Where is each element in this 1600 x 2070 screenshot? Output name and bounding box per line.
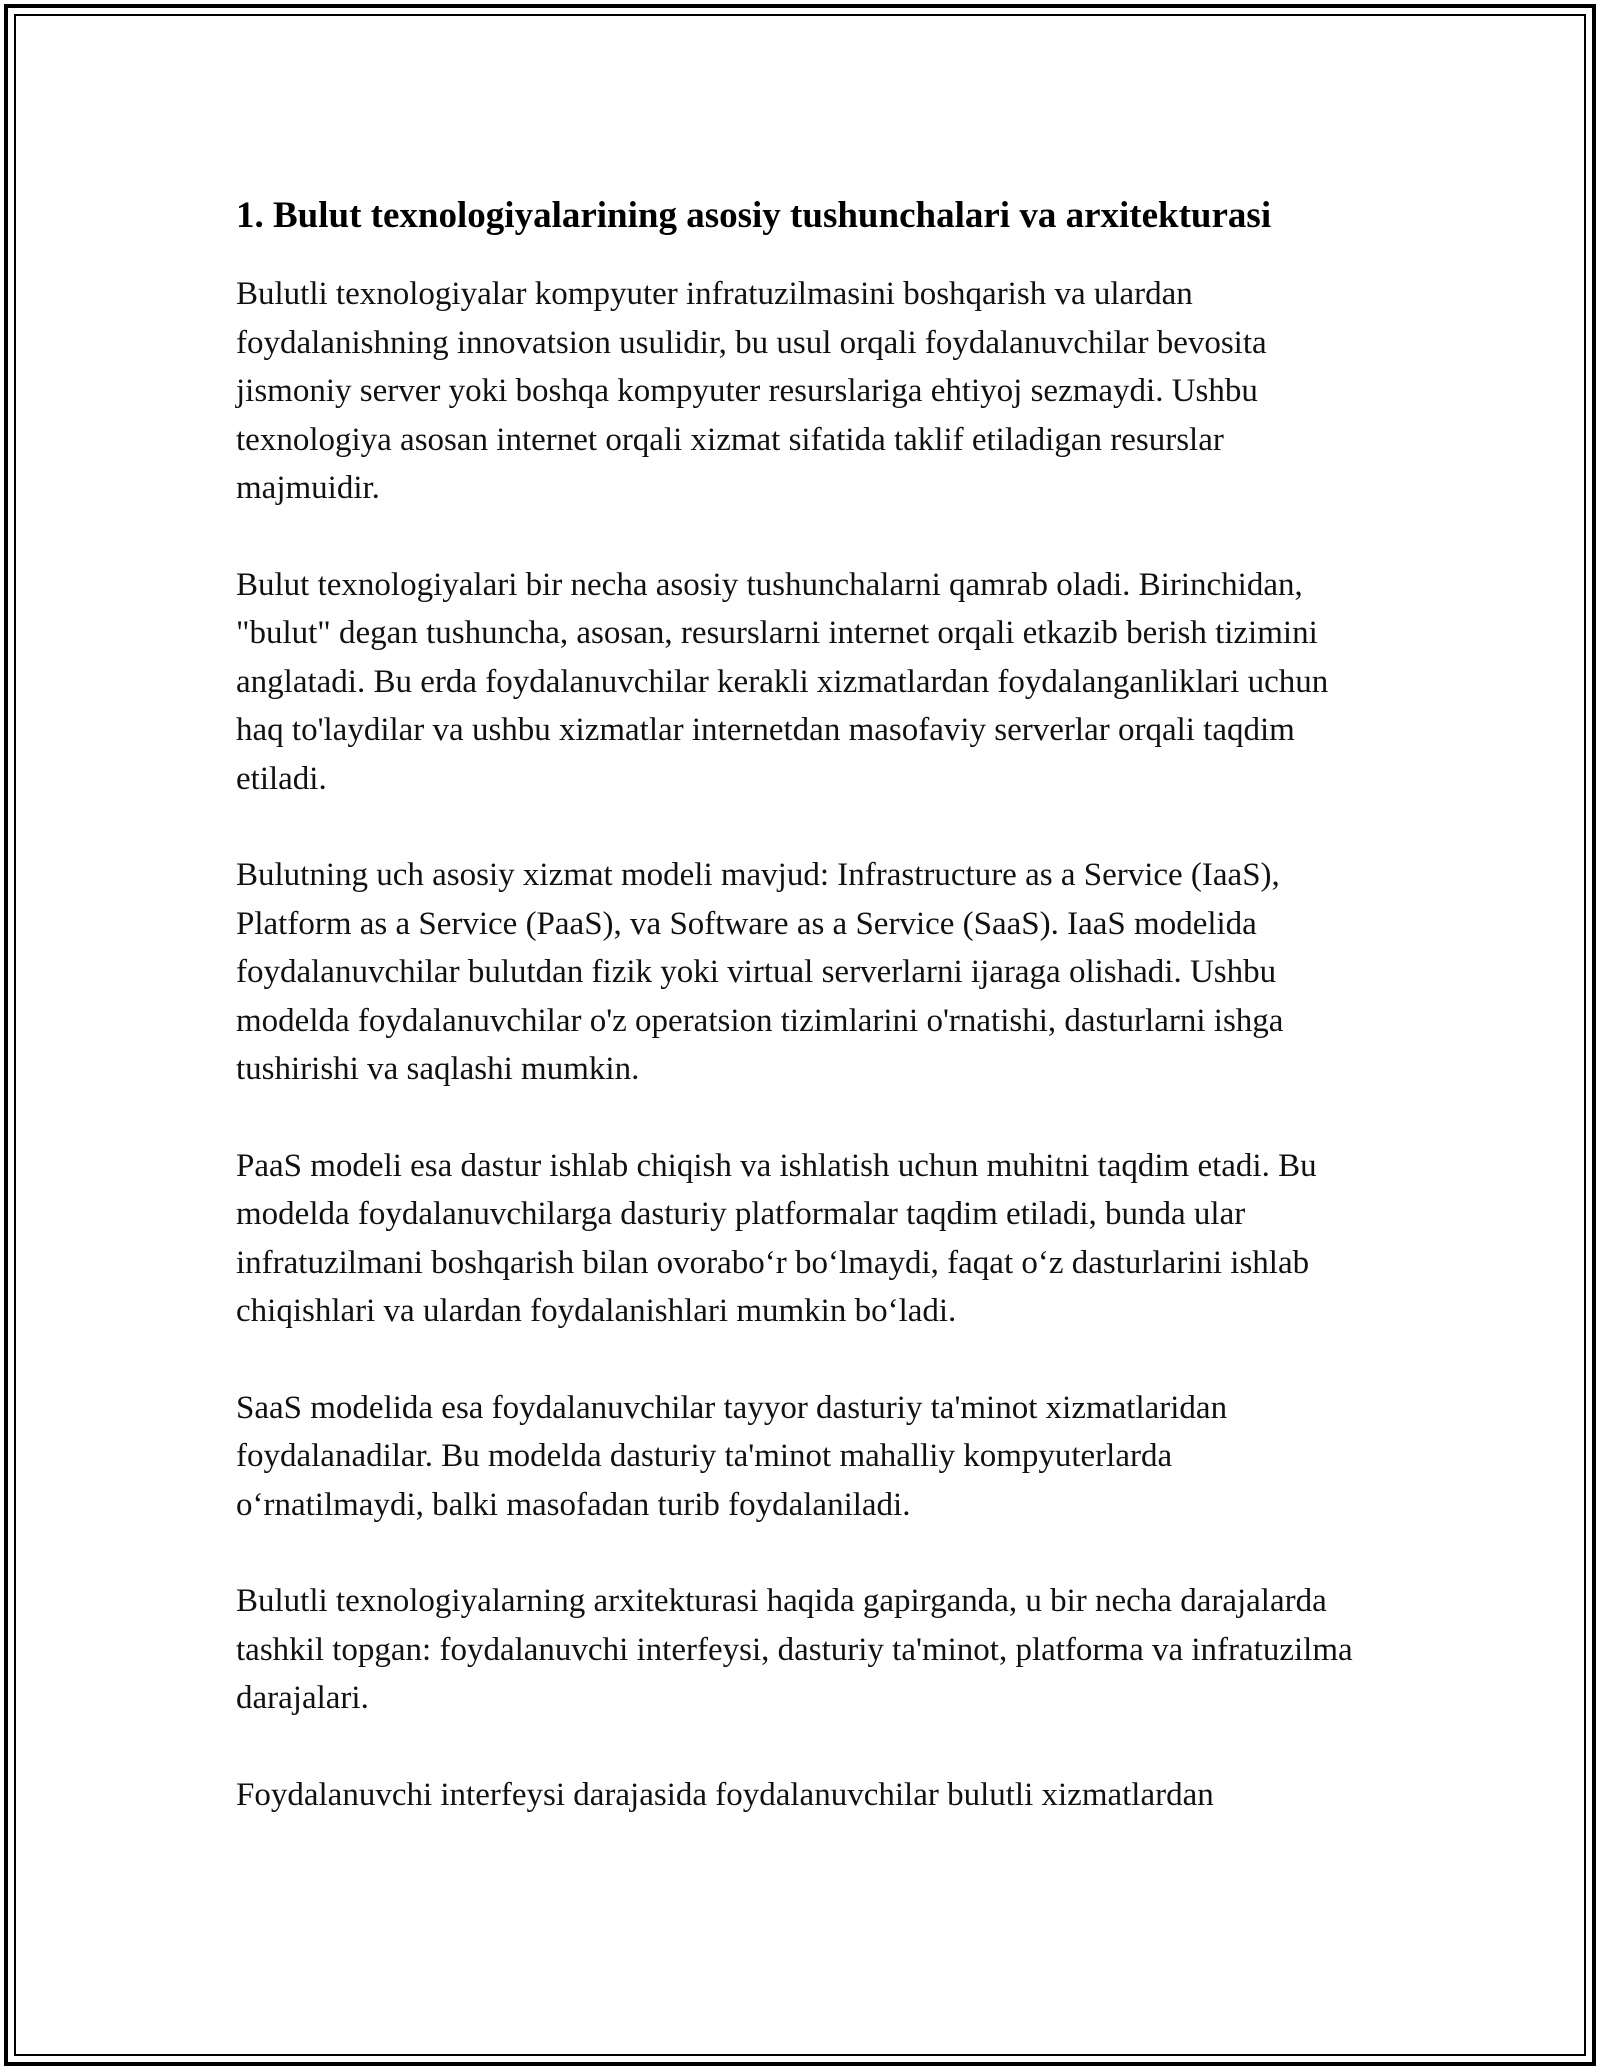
paragraph-paas: PaaS modeli esa dastur ishlab chiqish va ishlatish uchun muhitni taqdim etadi. Bu modelda foydalanuvchilarga dasturiy platformalar taqdim etiladi, bunda ular infratuzilmani boshqarish bilan ovorabo‘r bo‘lmaydi, faqat o‘z dasturlarini ishlab chiqishlari va ulardan foydalanishlari mumkin bo‘ladi.	[236, 1147, 1317, 1329]
paragraph-service-models: Bulutning uch asosiy xizmat modeli mavjud: Infrastructure as a Service (IaaS), Platform as a Service (PaaS), va Software as a Service (SaaS). IaaS modelida foydalanuvchilar bulutdan fizik yoki virtual serverlarni ijaraga olishadi. Ushbu modelda foydalanuvchilar o'z operatsion tizimlarini o'rnatishi, dasturlarni ishga tushirishi va saqlashi mumkin.	[236, 857, 1284, 1087]
paragraph-saas: SaaS modelida esa foydalanuvchilar tayyor dasturiy ta'minot xizmatlaridan foydalanadilar. Bu modelda dasturiy ta'minot mahalliy kompyuterlarda o‘rnatilmaydi, balki masofadan turib foydalaniladi.	[236, 1389, 1228, 1523]
paragraph-architecture: Bulutli texnologiyalarning arxitekturasi haqida gapirganda, u bir necha darajalarda tashkil topgan: foydalanuvchi interfeysi, dasturiy ta'minot, platforma va infratuzilma darajalari.	[236, 1583, 1353, 1716]
document-body	[236, 188, 1356, 1867]
paragraph-user-interface: Foydalanuvchi interfeysi darajasida foydalanuvchilar bulutli xizmatlardan	[236, 1776, 1214, 1813]
paragraph-intro: Bulutli texnologiyalar kompyuter infratuzilmasini boshqarish va ulardan foydalanishning innovatsion usulidir, bu usul orqali foydalanuvchilar bevosita jismoniy server yoki boshqa kompyuter resurslariga ehtiyoj sezmaydi. Ushbu texnologiya asosan internet orqali xizmat sifatida taklif etiladigan resurslar majmuidir.	[236, 276, 1267, 506]
paragraph-concepts: Bulut texnologiyalari bir necha asosiy tushunchalarni qamrab oladi. Birinchidan, "bulut" degan tushuncha, asosan, resurslarni internet orqali etkazib berish tizimini anglatadi. Bu erda foydalanuvchilar kerakli xizmatlardan foydalanganliklari uchun haq to'laydilar va ushbu xizmatlar internetdan masofaviy serverlar orqali taqdim etiladi.	[236, 566, 1329, 797]
document-title: 1. Bulut texnologiyalarining asosiy tushunchalari va arxitekturasi	[236, 195, 1272, 236]
